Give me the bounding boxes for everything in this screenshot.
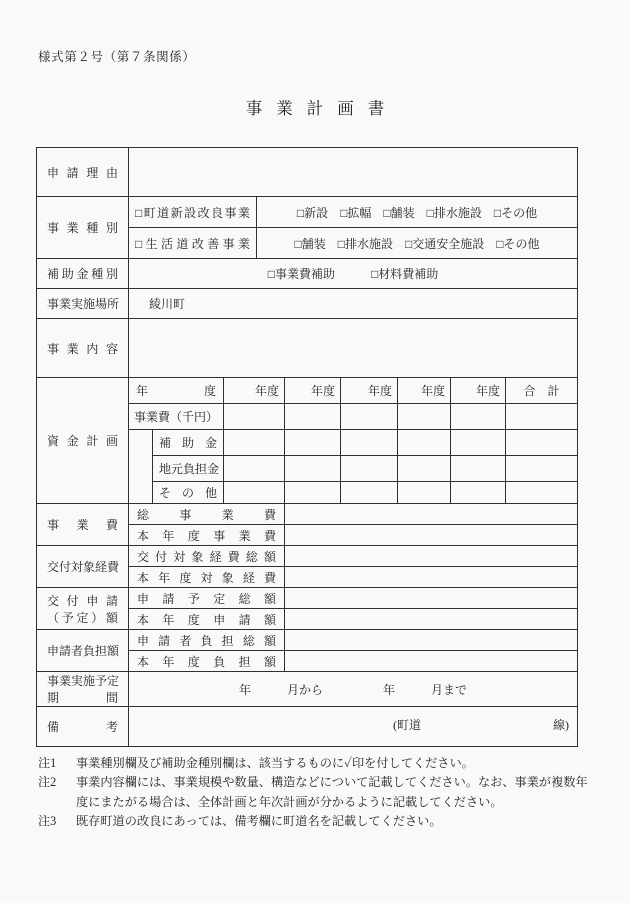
funding-plan-label: 資金計画 (37, 378, 129, 504)
reason-label: 申請理由 (37, 148, 129, 197)
grant-request-row1-value (285, 588, 578, 609)
funding-empty-cell (451, 456, 506, 482)
notes-section (38, 754, 594, 831)
table-row (37, 707, 578, 747)
note-text: 既存町道の改良にあっては、備考欄に町道名を記載してください。 (76, 813, 442, 828)
total-cost-row2-label: 本年度事業費 (129, 525, 285, 546)
business-plan-table (36, 147, 578, 747)
note-number: 注1 (38, 756, 57, 770)
grant-request-label-line2: （予定）額 (47, 610, 118, 625)
business-type-category-2: □生活道改善事業 (129, 228, 257, 259)
note-text: 事業種別欄及び補助金種別欄は、該当するものに✓印を付してください。 (76, 756, 474, 770)
funding-empty-cell (506, 456, 578, 482)
table-row (37, 672, 578, 707)
period-label-line1: 事業実施予定 (47, 674, 120, 688)
table-row (37, 546, 578, 567)
description-label: 事業内容 (37, 319, 129, 378)
funding-empty-cell (341, 482, 398, 504)
funding-empty-cell (224, 482, 285, 504)
grant-request-label (37, 588, 129, 630)
note-number: 注3 (38, 813, 57, 828)
funding-empty-cell (285, 482, 341, 504)
total-cost-label: 事業費 (37, 504, 129, 546)
business-type-category-1: □町道新設改良事業 (129, 197, 257, 228)
funding-empty-cell (341, 456, 398, 482)
remarks-label: 備考 (37, 707, 129, 747)
table-row (37, 630, 578, 651)
note-text: 事業内容欄には、事業規模や数量、構造などについて記載してください。なお、事業が複数年度にまたがる場合は、全体計画と年次計画が分かるように記載してください。 (76, 775, 588, 809)
funding-subsidy-label: 補助金 (153, 430, 224, 456)
page-title: 事業計画書 (245, 99, 399, 118)
funding-empty-cell (398, 482, 451, 504)
funding-empty-cell (285, 456, 341, 482)
funding-other-label: その他 (153, 482, 224, 504)
total-cost-row1-value (285, 504, 578, 525)
location-value: 綾川町 (129, 289, 578, 319)
funding-empty-cell (398, 430, 451, 456)
funding-year-header: 年度 (224, 378, 285, 404)
grant-target-label: 交付対象経費 (37, 546, 129, 588)
table-row (37, 148, 578, 197)
funding-empty-cell (398, 404, 451, 430)
location-label: 事業実施場所 (37, 289, 129, 319)
funding-year-header: 年度 (398, 378, 451, 404)
table-row (37, 197, 578, 228)
table-row (37, 319, 578, 378)
funding-empty-cell (451, 404, 506, 430)
remarks-value: (町道 線) (129, 707, 578, 747)
table-row (37, 289, 578, 319)
funding-empty-cell (506, 482, 578, 504)
grant-target-row2-value (285, 567, 578, 588)
grant-target-row2-label: 本年度対象経費 (129, 567, 285, 588)
funding-year-header: 年度 (451, 378, 506, 404)
funding-empty-cell (341, 430, 398, 456)
funding-project-cost-label: 事業費（千円） (129, 404, 224, 430)
grant-request-row2-value (285, 609, 578, 630)
subsidy-type-options: □事業費補助 □材料費補助 (129, 259, 578, 289)
grant-request-row2-label: 本年度申請額 (129, 609, 285, 630)
grant-target-row1-label: 交付対象経費総額 (129, 546, 285, 567)
table-row (37, 259, 578, 289)
funding-empty-cell (451, 482, 506, 504)
funding-empty-cell (451, 430, 506, 456)
funding-empty-cell (285, 404, 341, 430)
funding-empty-cell (341, 404, 398, 430)
reason-value-cell (129, 148, 578, 197)
table-row (37, 504, 578, 525)
funding-empty-cell (224, 430, 285, 456)
applicant-share-label: 申請者負担額 (37, 630, 129, 672)
grant-target-row1-value (285, 546, 578, 567)
period-value: 年 月から 年 月まで (129, 672, 578, 707)
funding-total-header: 合 計 (506, 378, 578, 404)
applicant-share-row2-value (285, 651, 578, 672)
table-row (37, 378, 578, 404)
grant-request-label-line1: 交付申請 (47, 593, 118, 608)
funding-empty-cell (506, 404, 578, 430)
total-cost-row2-value (285, 525, 578, 546)
period-label (37, 672, 129, 707)
funding-year-header: 年度 (285, 378, 341, 404)
note-3 (38, 812, 594, 831)
description-value-cell (129, 319, 578, 378)
applicant-share-row1-label: 申請者負担総額 (129, 630, 285, 651)
funding-year-header: 年度 (341, 378, 398, 404)
grant-request-row1-label: 申請予定総額 (129, 588, 285, 609)
subsidy-type-label: 補助金種別 (37, 259, 129, 289)
note-number: 注2 (38, 775, 57, 790)
business-type-options-1: □新設 □拡幅 □舗装 □排水施設 □その他 (257, 197, 578, 228)
applicant-share-row1-value (285, 630, 578, 651)
funding-empty-cell (398, 456, 451, 482)
form-number: 様式第２号（第７条関係） (38, 50, 196, 64)
funding-indent-gap (129, 430, 153, 504)
table-row (37, 588, 578, 609)
business-type-label: 事業種別 (37, 197, 129, 259)
applicant-share-row2-label: 本年度負担額 (129, 651, 285, 672)
funding-empty-cell (285, 430, 341, 456)
funding-local-share-label: 地元負担金 (153, 456, 224, 482)
funding-empty-cell (224, 456, 285, 482)
business-type-options-2: □舗装 □排水施設 □交通安全施設 □その他 (257, 228, 578, 259)
funding-empty-cell (506, 430, 578, 456)
note-2 (38, 773, 594, 812)
total-cost-row1-label: 総事業費 (129, 504, 285, 525)
funding-year-header-wide: 年度 (129, 378, 224, 404)
period-label-line2: 期間 (47, 691, 118, 705)
note-1 (38, 754, 594, 773)
funding-empty-cell (224, 404, 285, 430)
